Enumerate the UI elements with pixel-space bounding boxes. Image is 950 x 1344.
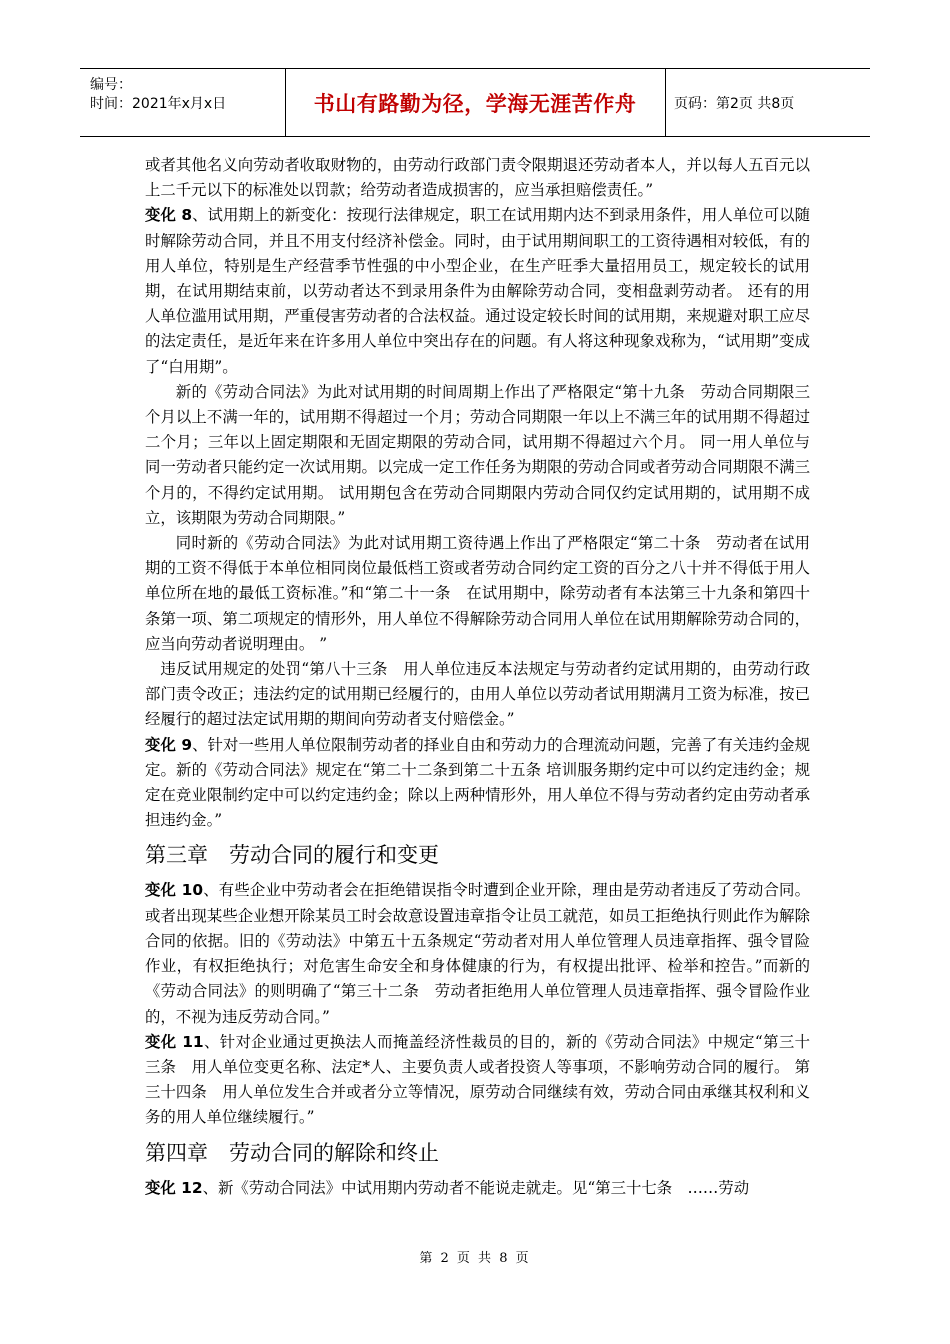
chapter-heading: 第四章 劳动合同的解除和终止 <box>145 1140 439 1165</box>
paragraph: 新的《劳动合同法》为此对试用期的时间周期上作出了严格限定“第十九条 劳动合同期限三个月以上不满一年的，试用期不得超过一个月；劳动合同期限一年以上不满三年的试用期不得超过二个月；三年以上固定期限和无固定期限的劳动合同，试用期不得超过六个月。 同一用人单位与同一劳动者只能约定一次试用期。以完成一定工作任务为期限的劳动合同或者劳动合同期限不满三个月的，不得约定试用期。 试用期包含在劳动合同期限内劳动合同仅约定试用期的，试用期不成立，该期限为劳动合同期限。” <box>145 382 810 527</box>
paragraph: 或者其他名义向劳动者收取财物的，由劳动行政部门责令限期退还劳动者本人，并以每人五百元以上二千元以下的标准处以罚款；给劳动者造成损害的，应当承担赔偿责任。” <box>145 156 810 200</box>
change-text: 、针对企业通过更换法人而掩盖经济性裁员的目的，新的《劳动合同法》中规定“第三十三条 用人单位变更名称、法定*人、主要负责人或者投资人等事项，不影响劳动合同的履行。 第三十四条 用人单位发生合并或者分立等情况，原劳动合同继续有效，劳动合同由承继其权利和义务的用人单位继续履行。” <box>145 1032 810 1127</box>
change-label: 变化 12 <box>145 1178 203 1197</box>
chapter-heading: 第三章 劳动合同的履行和变更 <box>145 843 439 868</box>
change-label: 变化 9 <box>145 735 193 754</box>
document-body <box>145 153 810 1201</box>
header-page-number: 页码：第2页 共8页 <box>674 95 795 112</box>
date-label: 时间：2021年x月x日 <box>90 96 227 112</box>
change-text: 、新《劳动合同法》中试用期内劳动者不能说走就走。见“第三十七条 ……劳动 <box>202 1178 750 1197</box>
change-item-12 <box>145 1176 810 1201</box>
header-meta <box>80 69 286 136</box>
change-item-11 <box>145 1030 810 1131</box>
paragraph: 违反试用规定的处罚“第八十三条 用人单位违反本法规定与劳动者约定试用期的，由劳动行政部门责令改正；违法约定的试用期已经履行的，由用人单位以劳动者试用期满月工资为标准，按已经履行的超过法定试用期的期间向劳动者支付赔偿金。” <box>145 660 810 729</box>
change-label: 变化 10 <box>145 881 204 900</box>
change-item-10 <box>145 878 810 1029</box>
header-motto: 书山有路勤为径，学海无涯苦作舟 <box>285 69 666 136</box>
change-label: 变化 8 <box>145 206 193 225</box>
change-item-8 <box>145 203 810 379</box>
page-header <box>80 68 870 137</box>
change-text: 、针对一些用人单位限制劳动者的择业自由和劳动力的合理流动问题，完善了有关违约金规定。新的《劳动合同法》规定在“第二十二条到第二十五条 培训服务期约定中可以约定违约金；规定在竞业限制约定中可以约定违约金；除以上两种情形外，用人单位不得与劳动者约定由劳动者承担违约金。” <box>145 735 810 830</box>
change-label: 变化 11 <box>145 1032 204 1051</box>
change-text: 、有些企业中劳动者会在拒绝错误指令时遭到企业开除，理由是劳动者违反了劳动合同。或者出现某些企业想开除某员工时会故意设置违章指令让员工就范，如员工拒绝执行则此作为解除合同的依据。旧的《劳动法》中第五十五条规定“劳动者对用人单位管理人员违章指挥、强令冒险作业，有权拒绝执行；对危害生命安全和身体健康的行为，有权提出批评、检举和控告。”而新的《劳动合同法》的则明确了“第三十二条 劳动者拒绝用人单位管理人员违章指挥、强令冒险作业的，不视为违反劳动合同。” <box>145 881 810 1026</box>
change-item-9 <box>145 733 810 834</box>
page-footer: 第 2 页 共 8 页 <box>419 1251 531 1266</box>
doc-number-label: 编号： <box>90 77 132 93</box>
change-text: 、试用期上的新变化：按现行法律规定，职工在试用期内达不到录用条件，用人单位可以随时解除劳动合同，并且不用支付经济补偿金。同时，由于试用期间职工的工资待遇相对较低，有的用人单位，特别是生产经营季节性强的中小型企业，在生产旺季大量招用员工，规定较长的试用期，在试用期结束前，以劳动者达不到录用条件为由解除劳动合同，变相盘剥劳动者。 还有的用人单位滥用试用期，严重侵害劳动者的合法权益。通过设定较长时间的试用期，来规避对职工应尽的法定责任，是近年来在许多用人单位中突出存在的问题。有人将这种现象戏称为，“试用期”变成了“白用期”。 <box>145 206 810 376</box>
paragraph: 同时新的《劳动合同法》为此对试用期工资待遇上作出了严格限定“第二十条 劳动者在试用期的工资不得低于本单位相同岗位最低档工资或者劳动合同约定工资的百分之八十并不得低于用人单位所在地的最低工资标准。”和“第二十一条 在试用期中，除劳动者有本法第三十九条和第四十条第一项、第二项规定的情形外，用人单位不得解除劳动合同用人单位在试用期解除劳动合同的，应当向劳动者说明理由。 ” <box>145 534 810 653</box>
